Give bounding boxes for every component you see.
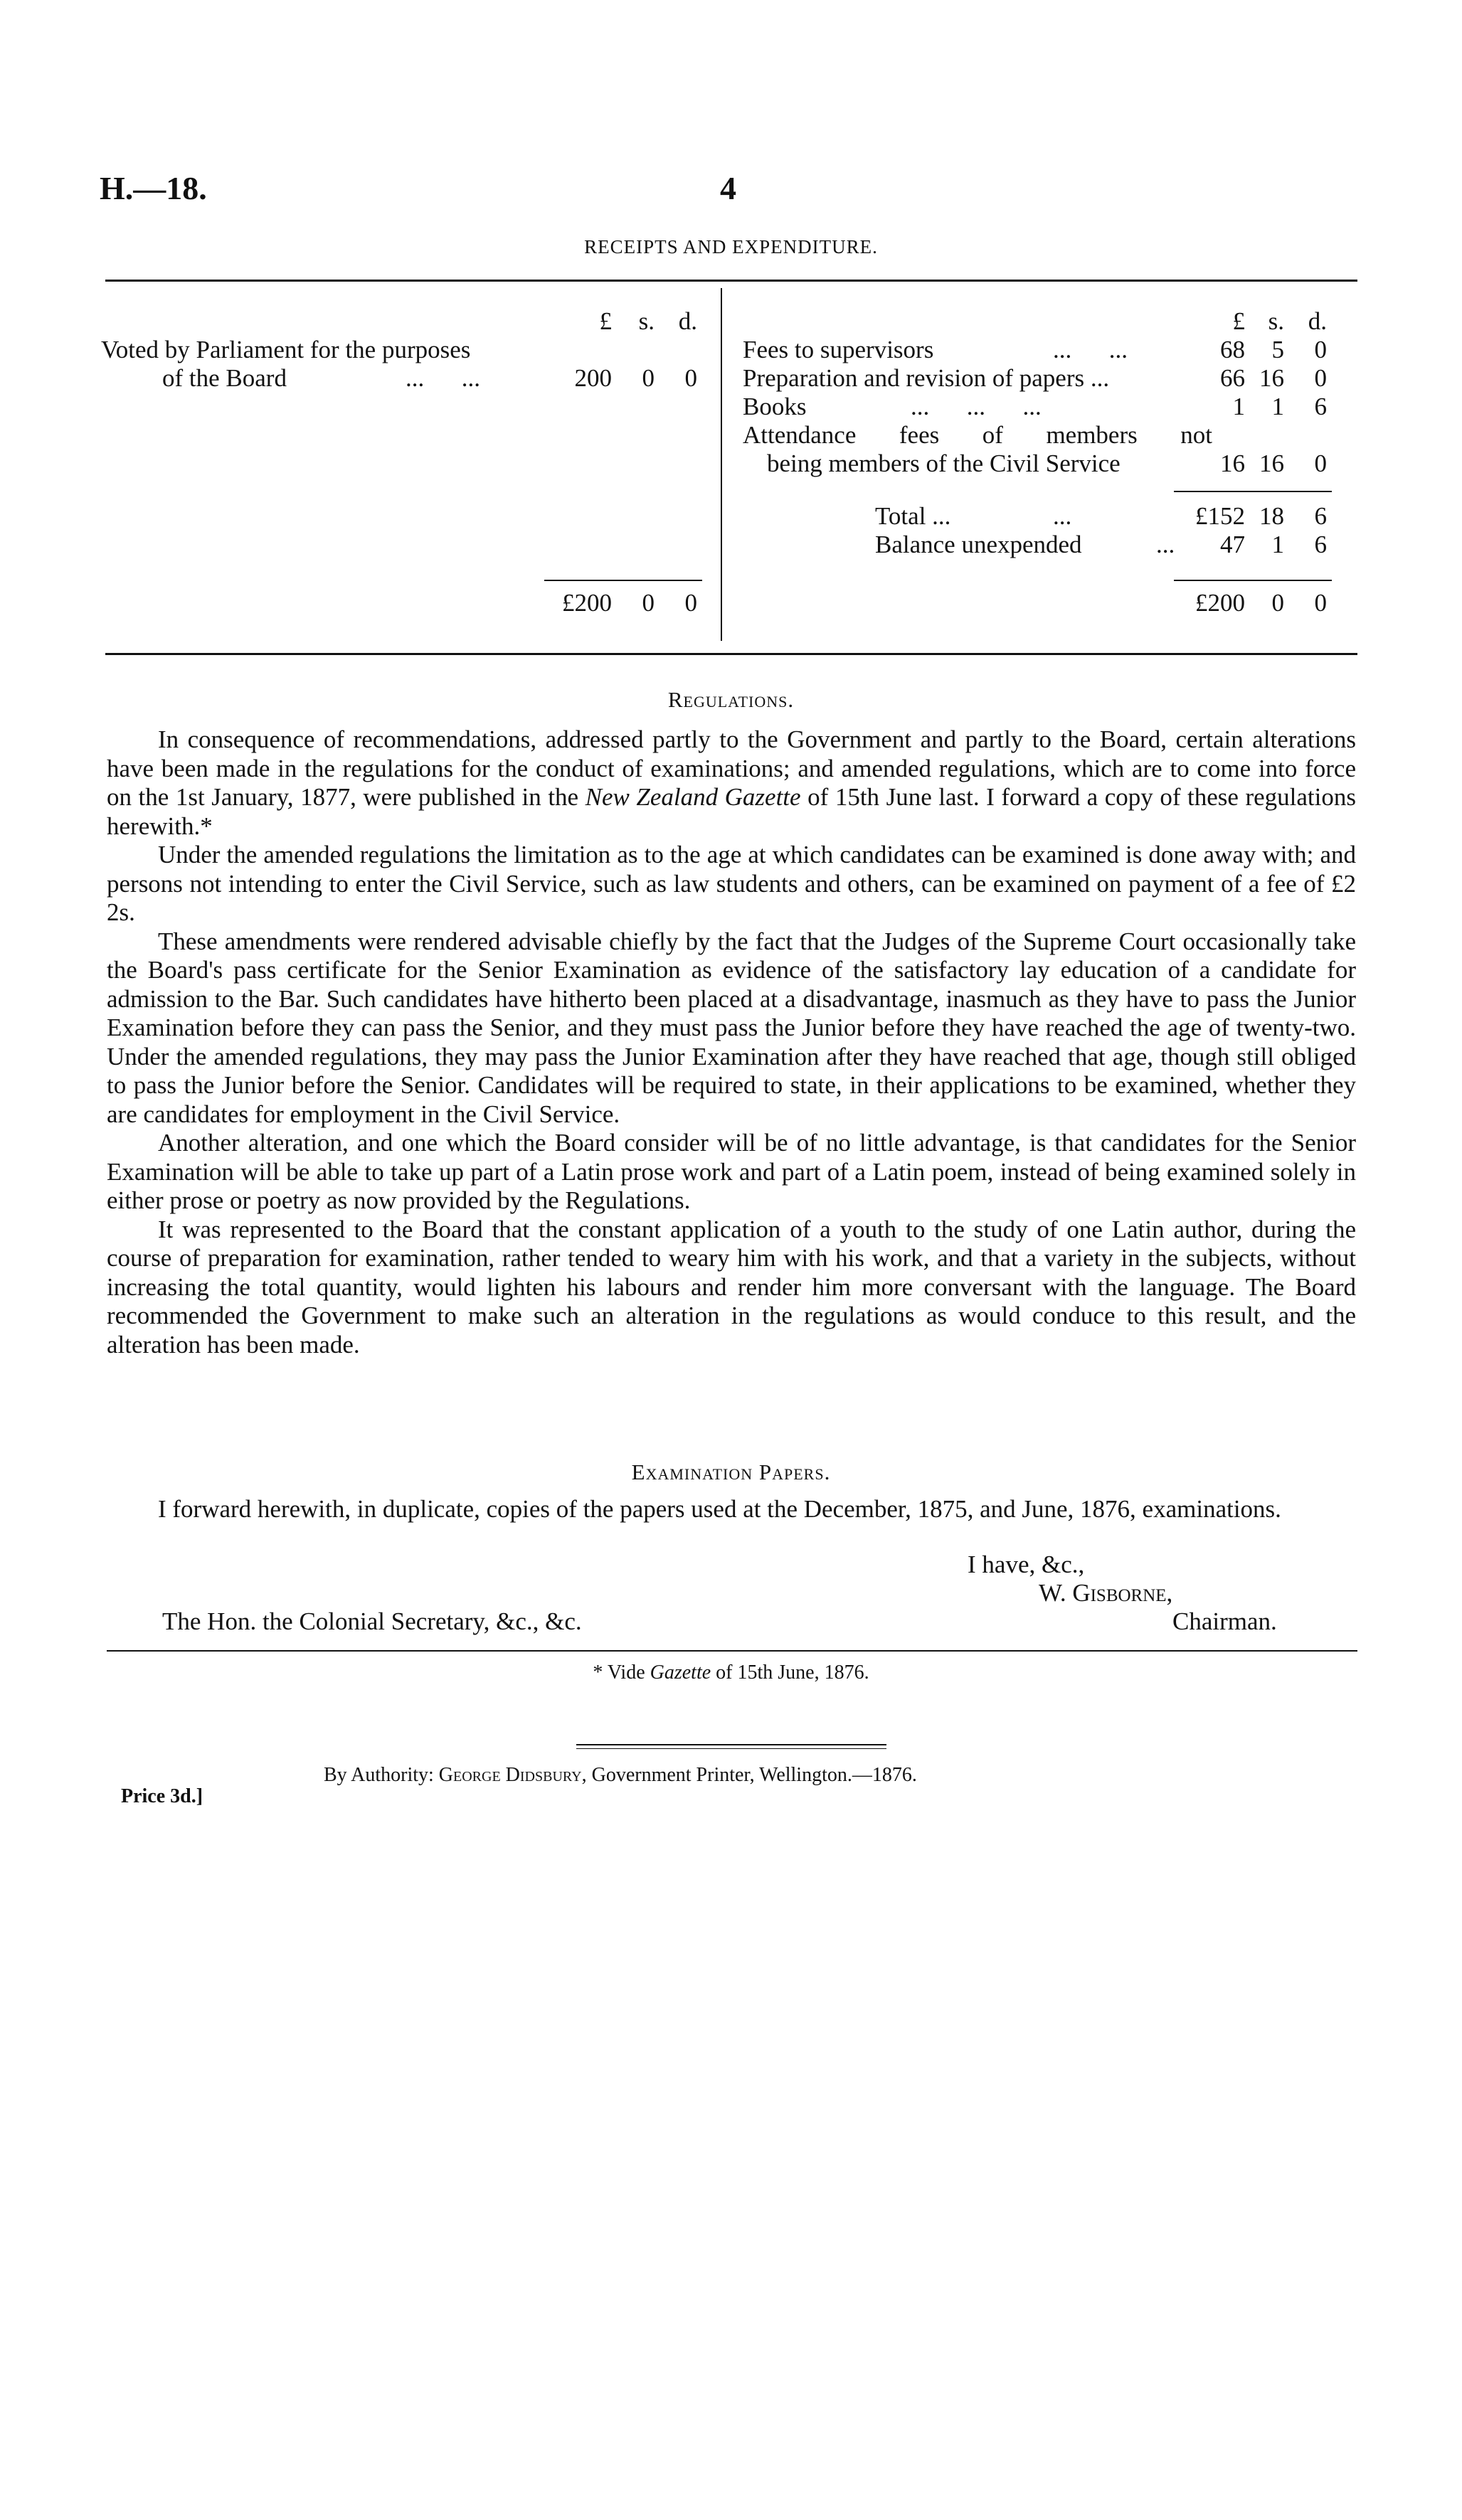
right-pence-header: d. bbox=[1308, 307, 1327, 335]
expenditure-item-pence: 6 bbox=[1314, 393, 1327, 420]
imprint-rule-bottom bbox=[576, 1748, 886, 1749]
right-subtotal-rule bbox=[1174, 491, 1332, 492]
receipt-line-2: of the Board bbox=[162, 364, 287, 392]
addressee: The Hon. the Colonial Secretary, &c., &c. bbox=[162, 1607, 582, 1635]
footnote-text: * Vide bbox=[593, 1662, 650, 1684]
receipt-line-1: Voted by Parliament for the purposes bbox=[101, 336, 471, 363]
attendance-line-1: Attendance fees of members not bbox=[743, 421, 1212, 449]
expenditure-item-shillings: 5 bbox=[1271, 336, 1284, 363]
left-total-pounds: £200 bbox=[562, 589, 612, 617]
examination-papers-paragraph: I forward herewith, in duplicate, copies of the papers used at the December, 1875, and June, 1876, examinations. bbox=[158, 1495, 1281, 1523]
grand-total-pence: 0 bbox=[1314, 589, 1327, 617]
examination-papers-title: Examination Papers. bbox=[631, 1460, 831, 1484]
expenditure-item-shillings: 1 bbox=[1271, 393, 1284, 420]
regulations-body bbox=[107, 725, 1356, 1359]
page-number: 4 bbox=[720, 170, 736, 206]
expenditure-item-shillings: 16 bbox=[1259, 364, 1284, 392]
total-pence: 6 bbox=[1314, 502, 1327, 530]
left-shillings-header: s. bbox=[638, 307, 655, 335]
right-pounds-header: £ bbox=[1232, 307, 1245, 335]
attendance-line-2: being members of the Civil Service bbox=[767, 450, 1121, 477]
regulations-paragraph-5: It was represented to the Board that the constant application of a youth to the study of one Latin author, during the course of preparation for examination, rather tended to weary him with his work, and that a variety in the subjects, without increasing the total quantity, would lighten his labours and render him more conversant with the language. The Board recommended the Government to make such an alteration in the regulations as would conduce to this result, and the alteration has been made. bbox=[107, 1215, 1356, 1359]
imprint-text: , Government Printer, Wellington.—1876. bbox=[581, 1764, 917, 1786]
expenditure-item-label: Fees to supervisors bbox=[743, 336, 934, 363]
imprint-printer: George Didsbury bbox=[438, 1764, 582, 1786]
regulations-paragraph-1 bbox=[107, 725, 1356, 841]
imprint bbox=[324, 1764, 917, 1787]
expenditure-item-pence: 0 bbox=[1314, 364, 1327, 392]
balance-dots: ... bbox=[1156, 531, 1175, 558]
footnote-rule bbox=[107, 1650, 1357, 1652]
left-pounds-header: £ bbox=[599, 307, 612, 335]
footnote-gazette: Gazette bbox=[650, 1662, 711, 1684]
salutation: I have, &c., bbox=[968, 1551, 1085, 1578]
left-pence-header: d. bbox=[678, 307, 697, 335]
balance-shillings: 1 bbox=[1271, 531, 1284, 558]
expenditure-item-pence: 0 bbox=[1314, 336, 1327, 363]
attendance-pence: 0 bbox=[1314, 450, 1327, 477]
expenditure-item-label: Preparation and revision of papers ... bbox=[743, 364, 1110, 392]
footnote-text: of 15th June, 1876. bbox=[711, 1662, 869, 1684]
paragraph-text: of 15th June last. I forward a copy of these regulations herewith.* bbox=[107, 783, 1356, 840]
grand-total-pounds: £200 bbox=[1195, 589, 1245, 617]
paragraph-text: In consequence of recommendations, addressed partly to the Government and partly to the Board, certain alterations have been made in the regulations for the conduct of examinations; and amended regulations, which are to come into force on the 1st January, 1877, were published in the bbox=[107, 725, 1356, 811]
table-bottom-rule bbox=[105, 653, 1357, 655]
receipt-shillings: 0 bbox=[642, 364, 655, 392]
expenditure-item-pounds: 66 bbox=[1220, 364, 1245, 392]
balance-pounds: 47 bbox=[1220, 531, 1245, 558]
total-shillings: 18 bbox=[1259, 502, 1284, 530]
receipt-pence: 0 bbox=[684, 364, 697, 392]
total-pounds: £152 bbox=[1195, 502, 1245, 530]
expenditure-item-dots: ... ... bbox=[1053, 336, 1128, 363]
expenditure-item-dots: ... ... ... bbox=[911, 393, 1042, 420]
receipts-title: RECEIPTS AND EXPENDITURE. bbox=[584, 236, 878, 257]
expenditure-item-pounds: 68 bbox=[1220, 336, 1245, 363]
regulations-paragraph-2: Under the amended regulations the limitation as to the age at which candidates can be examined is done away with; and persons not intending to enter the Civil Service, such as law students and others, can be examined on payment of a fee of £2 2s. bbox=[107, 841, 1356, 926]
price: Price 3d.] bbox=[121, 1785, 203, 1807]
balance-label: Balance unexpended bbox=[875, 531, 1082, 558]
expenditure-item-pounds: 1 bbox=[1232, 393, 1245, 420]
signature: W. Gisborne, bbox=[1039, 1579, 1173, 1607]
regulations-paragraph-3: These amendments were rendered advisable chiefly by the fact that the Judges of the Supreme Court occasionally take the Board's pass certificate for the Senior Examination as evidence of the satisfactory lay education of a candidate for admission to the Bar. Such candidates have hitherto been placed at a disadvantage, inasmuch as they have to pass the Junior Examination before they can pass the Senior, and they must pass the Junior before they have reached the age of twenty-two. Under the amended regulations, they may pass the Junior Examination after they have reached that age, though still obliged to pass the Junior before the Senior. Candidates will be required to state, in their applications to be examined, whether they are candidates for employment in the Civil Service. bbox=[107, 927, 1356, 1128]
regulations-paragraph-4: Another alteration, and one which the Board consider will be of no little advantage, is that candidates for the Senior Examination will be able to take up part of a Latin prose work and part of a Latin poem, instead of being examined solely in either prose or poetry as now provided by the Regulations. bbox=[107, 1129, 1356, 1214]
grand-total-shillings: 0 bbox=[1271, 589, 1284, 617]
receipt-dots: ... ... bbox=[406, 364, 480, 392]
left-total-shillings: 0 bbox=[642, 589, 655, 617]
examination-papers-body bbox=[107, 1495, 1356, 1524]
expenditure-item-label: Books bbox=[743, 393, 807, 420]
footnote bbox=[0, 1662, 1462, 1684]
right-total-rule bbox=[1174, 580, 1332, 581]
total-label: Total ... bbox=[875, 502, 951, 530]
attendance-shillings: 16 bbox=[1259, 450, 1284, 477]
document-reference: H.—18. bbox=[100, 170, 207, 206]
table-divider bbox=[721, 288, 722, 641]
signatory-role: Chairman. bbox=[1172, 1607, 1277, 1635]
receipt-pounds: 200 bbox=[574, 364, 612, 392]
imprint-authority: By Authority: bbox=[324, 1764, 439, 1786]
right-shillings-header: s. bbox=[1268, 307, 1284, 335]
left-total-rule bbox=[544, 580, 702, 581]
imprint-rule-top bbox=[576, 1744, 886, 1745]
total-dots: ... bbox=[1053, 502, 1072, 530]
left-total-pence: 0 bbox=[684, 589, 697, 617]
balance-pence: 6 bbox=[1314, 531, 1327, 558]
regulations-title: Regulations. bbox=[667, 687, 795, 712]
attendance-pounds: 16 bbox=[1220, 450, 1245, 477]
table-top-rule bbox=[105, 280, 1357, 282]
gazette-title: New Zealand Gazette bbox=[585, 783, 801, 811]
